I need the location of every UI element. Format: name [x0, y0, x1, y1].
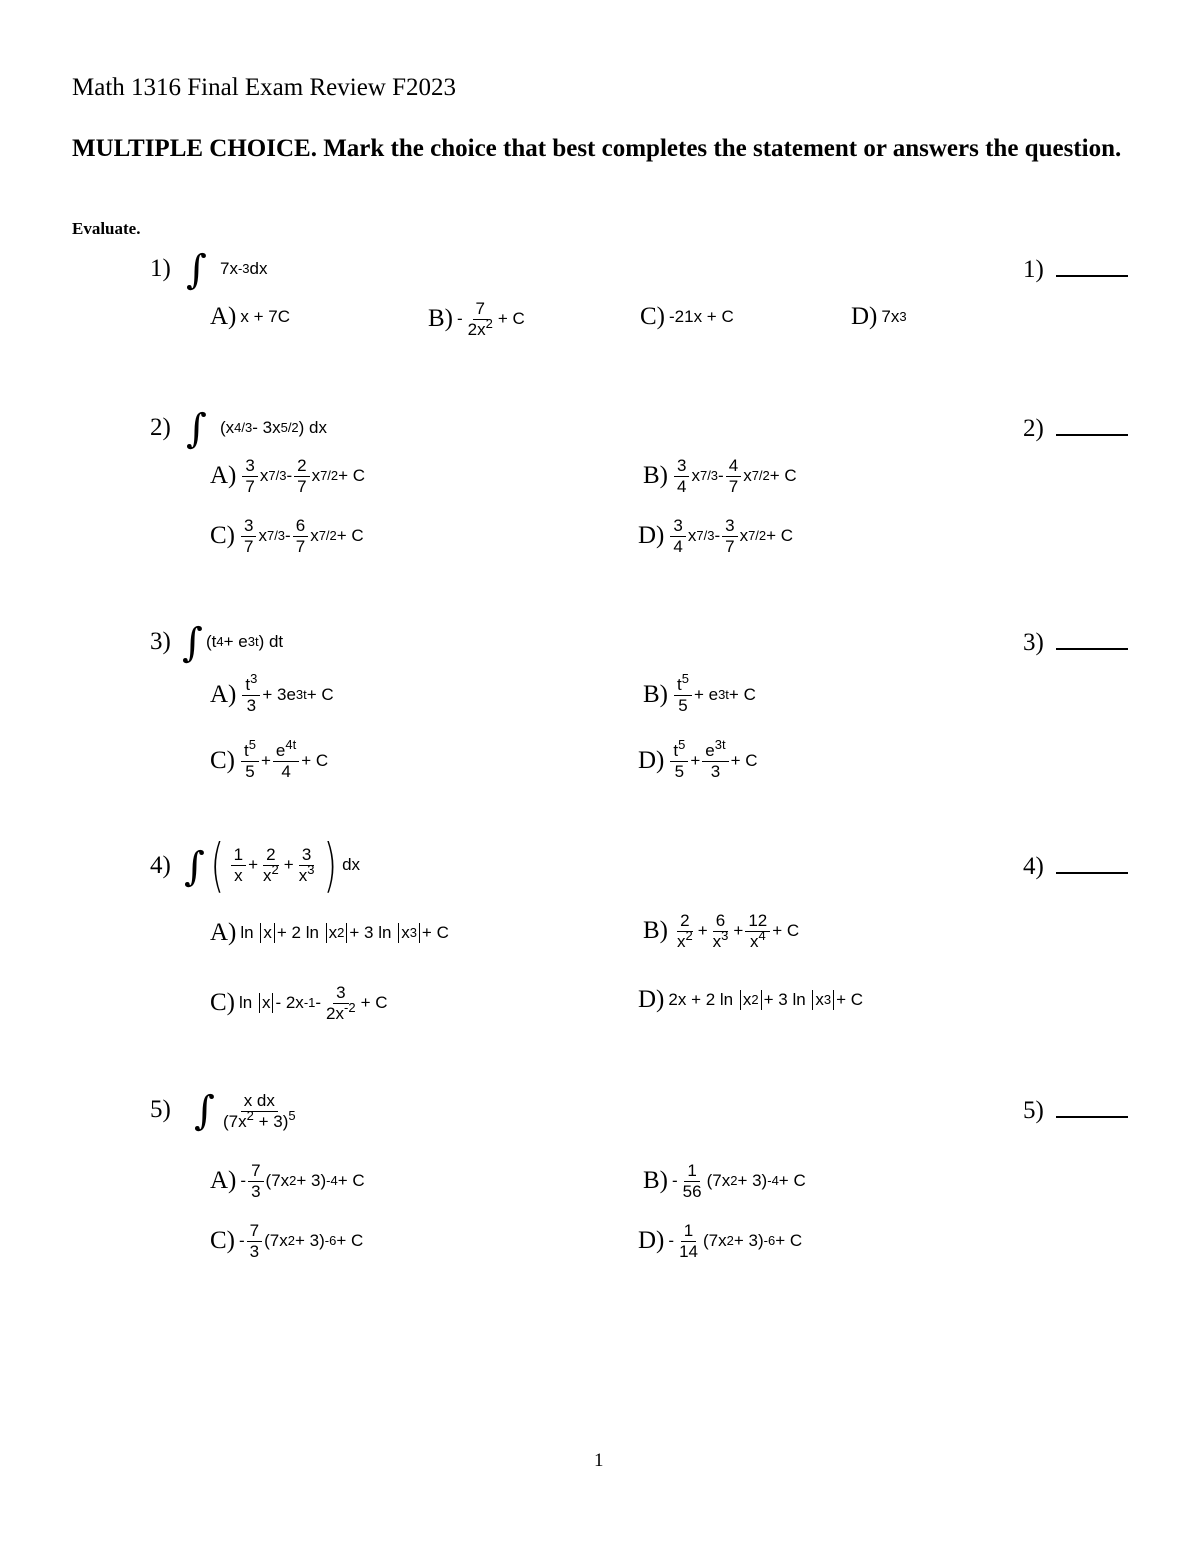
question-number: 5)	[150, 1096, 171, 1123]
question-expression: ( $\frac{1}{x}$ + $\frac{2}{x^2}$ + $\frac{3}{x^3}$ ) dx	[210, 831, 361, 899]
option-b[interactable]: B) $\frac{3}{4}$ x 7/3 - $\frac{4}{7}$ x 7/2 + C	[643, 456, 797, 496]
option-d[interactable]: D) 7x 3	[851, 303, 907, 330]
question-expression: $\frac{\text{x dx}}{(7x^2 + 3)^5}$	[223, 1091, 296, 1131]
option-d[interactable]: D) - $\frac{1}{14}$ (7x 2 + 3) -6 + C	[638, 1221, 803, 1261]
integral-sign: ∫	[186, 406, 207, 452]
section-heading: Evaluate.	[72, 219, 141, 238]
question-number: 3)	[150, 628, 171, 655]
answer-blank-5[interactable]: 5)	[1023, 1096, 1128, 1125]
option-d[interactable]: D) $\frac{3}{4}$ x 7/3 - $\frac{3}{7}$ x 7/2 + C	[638, 516, 794, 556]
question-number: 1)	[150, 255, 171, 282]
option-c[interactable]: C) $\frac{3}{7}$ x 7/3 - $\frac{6}{7}$ x 7/2 + C	[210, 516, 364, 556]
question-expression: 7x -3 dx	[220, 259, 268, 278]
page-number: 1	[594, 1450, 604, 1471]
option-d[interactable]: D) 2x + 2 ln x 2 + 3 ln x 3 + C	[638, 986, 864, 1013]
question-number: 2)	[150, 414, 171, 441]
page-title: Math 1316 Final Exam Review F2023	[72, 74, 456, 101]
option-a[interactable]: A) x + 7C	[210, 303, 290, 330]
option-b[interactable]: B) $\frac{2}{x^2}$ + $\frac{6}{x^3}$ + $\frac{12}{x^4}$ + C	[643, 911, 800, 951]
option-a[interactable]: A) $\frac{t^3}{3}$ + 3e 3t + C	[210, 670, 334, 715]
integral-sign: ∫	[194, 1088, 215, 1134]
option-c[interactable]: C) - $\frac{7}{3}$ (7x 2 + 3) -6 + C	[210, 1221, 364, 1261]
answer-blank-3[interactable]: 3)	[1023, 628, 1128, 657]
answer-blank-4[interactable]: 4)	[1023, 852, 1128, 881]
integral-sign: ∫	[186, 247, 207, 293]
option-a[interactable]: A) - $\frac{7}{3}$ (7x 2 + 3) -4 + C	[210, 1161, 365, 1201]
option-c[interactable]: C) ln x - 2x -1 - $\frac{3}{2x^{-2}}$ + C	[210, 983, 388, 1023]
answer-blank-2[interactable]: 2)	[1023, 414, 1128, 443]
option-b[interactable]: B) - $\frac{7}{2x^2}$ + C	[428, 299, 525, 339]
integral-sign: ∫	[182, 620, 203, 666]
option-c[interactable]: C) $\frac{t^5}{5}$ + $\frac{e^{4t}}{4}$ + C	[210, 736, 329, 781]
instructions: MULTIPLE CHOICE. Mark the choice that best completes the statement or answers the question.	[72, 135, 1122, 162]
option-b[interactable]: B) - $\frac{1}{56}$ (7x 2 + 3) -4 + C	[643, 1161, 806, 1201]
integral-sign: ∫	[184, 844, 205, 890]
question-number: 4)	[150, 852, 171, 879]
option-b[interactable]: B) $\frac{t^5}{5}$ + e 3t + C	[643, 670, 756, 715]
option-c[interactable]: C) -21x + C	[640, 303, 734, 330]
question-expression: (x 4/3 - 3x 5/2 ) dx	[220, 418, 328, 437]
option-a[interactable]: A) $\frac{3}{7}$ x 7/3 - $\frac{2}{7}$ x 7/2 + C	[210, 456, 366, 496]
answer-blank-1[interactable]: 1)	[1023, 255, 1128, 284]
question-expression: (t 4 + e 3t ) dt	[206, 632, 284, 651]
option-a[interactable]: A) ln x + 2 ln x 2 + 3 ln x 3 + C	[210, 919, 449, 946]
option-d[interactable]: D) $\frac{t^5}{5}$ + $\frac{e^{3t}}{3}$ + C	[638, 736, 758, 781]
